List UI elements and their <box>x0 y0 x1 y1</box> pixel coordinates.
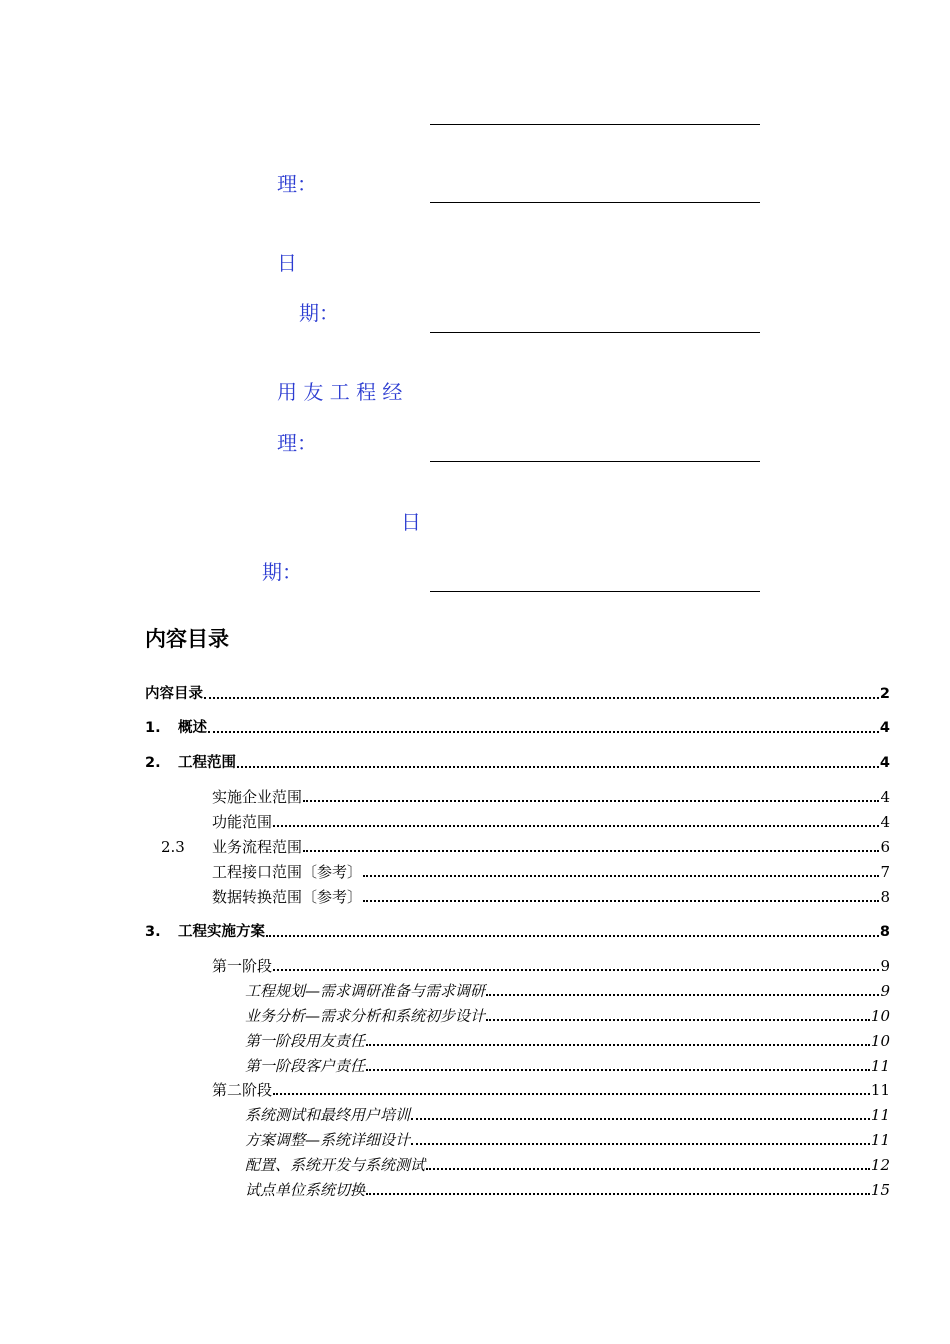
toc-leader-dots <box>303 800 879 802</box>
toc-entry-page: 9 <box>880 982 890 1000</box>
toc-entry-number <box>145 812 212 832</box>
toc-leader-dots <box>363 875 879 877</box>
toc-entry-page: 4 <box>880 788 890 806</box>
label-qi-1: 期： <box>299 301 339 325</box>
toc-entry-number: 2.3 <box>161 838 185 856</box>
signature-line-3 <box>430 332 760 333</box>
signature-line-1 <box>430 124 760 125</box>
toc-entry-label: 数据转换范围〔参考〕 <box>212 888 363 906</box>
toc-leader-dots <box>411 1143 870 1145</box>
toc-entry-page: 2 <box>879 686 890 702</box>
toc-leader-dots <box>366 1069 870 1071</box>
toc-entry[interactable] <box>145 1078 890 1100</box>
toc-leader-dots <box>237 766 879 768</box>
toc-entry[interactable] <box>145 920 890 942</box>
toc-entry[interactable] <box>145 1054 890 1076</box>
toc-entry-page: 15 <box>870 1181 890 1199</box>
toc-entry[interactable] <box>145 860 890 882</box>
toc-entry[interactable] <box>145 682 890 704</box>
toc-entry-number <box>145 887 212 907</box>
toc-entry-label: 系统测试和最终用户培训 <box>245 1106 411 1124</box>
toc-entry[interactable] <box>145 1004 890 1026</box>
toc-entry[interactable] <box>145 716 890 738</box>
toc-entry-number <box>145 862 212 882</box>
toc-entry-page: 11 <box>870 1131 890 1149</box>
toc-entry[interactable] <box>145 785 890 807</box>
toc-entry-number <box>145 1080 212 1100</box>
toc-entry-page: 11 <box>870 1081 890 1099</box>
toc-entry-label: 第一阶段用友责任 <box>245 1032 366 1050</box>
label-yongyou-manager: 用 友 工 程 经 <box>277 380 403 404</box>
signature-line-4 <box>430 461 760 462</box>
signature-line-5 <box>430 591 760 592</box>
toc-entry-page: 10 <box>870 1032 890 1050</box>
toc-entry-label: 第一阶段 <box>212 957 273 975</box>
toc-entry-label: 工程实施方案 <box>178 924 265 940</box>
toc-leader-dots <box>363 900 879 902</box>
toc-leader-dots <box>366 1193 870 1195</box>
toc-entry-label: 业务流程范围 <box>212 838 303 856</box>
toc-entry-label: 第二阶段 <box>212 1081 273 1099</box>
toc-entry-number: 3. <box>145 924 161 940</box>
toc-entry-label: 第一阶段客户责任 <box>245 1057 366 1075</box>
label-li-1: 理： <box>277 172 317 196</box>
toc-entry-number <box>145 956 212 976</box>
toc-leader-dots <box>273 1093 870 1095</box>
toc-entry-page: 4 <box>880 813 890 831</box>
label-qi-2: 期： <box>262 560 302 584</box>
toc-entry-label: 工程规划—需求调研准备与需求调研 <box>245 982 486 1000</box>
toc-entry-page: 4 <box>879 755 890 771</box>
toc-entry[interactable] <box>145 810 890 832</box>
toc-entry-label: 概述 <box>178 720 207 736</box>
label-ri-2: 日 <box>401 510 421 534</box>
toc-entry-label: 功能范围 <box>212 813 273 831</box>
toc-leader-dots <box>426 1168 870 1170</box>
toc-entry-page: 11 <box>870 1057 890 1075</box>
toc-leader-dots <box>411 1118 870 1120</box>
toc-entry-number <box>145 787 212 807</box>
toc-entry-page: 4 <box>879 720 890 736</box>
toc-leader-dots <box>303 850 879 852</box>
toc-leader-dots <box>273 825 879 827</box>
toc-leader-dots <box>366 1044 870 1046</box>
toc-entry[interactable] <box>145 885 890 907</box>
toc-leader-dots <box>208 731 879 733</box>
toc-entry-page: 8 <box>879 924 890 940</box>
label-ri-1: 日 <box>277 251 297 275</box>
toc-leader-dots <box>266 935 879 937</box>
toc-entry-label: 方案调整—系统详细设计 <box>245 1131 411 1149</box>
toc-entry-page: 11 <box>870 1106 890 1124</box>
toc-entry[interactable] <box>145 835 890 857</box>
toc-entry-label: 试点单位系统切换 <box>245 1181 366 1199</box>
toc-entry-label: 业务分析—需求分析和系统初步设计 <box>245 1007 486 1025</box>
toc-entry[interactable] <box>145 954 890 976</box>
toc-entry[interactable] <box>145 751 890 773</box>
toc-entry-page: 10 <box>870 1007 890 1025</box>
toc-entry[interactable] <box>145 1103 890 1125</box>
toc-leader-dots <box>204 697 879 699</box>
signature-line-2 <box>430 202 760 203</box>
toc-entry-page: 12 <box>870 1156 890 1174</box>
toc-title: 内容目录 <box>145 627 229 651</box>
toc-entry-label: 工程范围 <box>178 755 236 771</box>
toc-entry-page: 8 <box>880 888 890 906</box>
label-li-2: 理： <box>277 431 317 455</box>
toc-entry-label: 内容目录 <box>145 686 203 702</box>
toc-entry[interactable] <box>145 1178 890 1200</box>
toc-leader-dots <box>273 969 879 971</box>
toc-entry-page: 7 <box>880 863 890 881</box>
toc-leader-dots <box>486 994 879 996</box>
toc-entry[interactable] <box>145 1029 890 1051</box>
toc-entry-label: 工程接口范围〔参考〕 <box>212 863 363 881</box>
toc-entry[interactable] <box>145 1128 890 1150</box>
toc-entry[interactable] <box>145 1153 890 1175</box>
toc-leader-dots <box>486 1019 870 1021</box>
toc-entry-number: 2. <box>145 755 161 771</box>
toc-entry[interactable] <box>145 979 890 1001</box>
toc-entry-label: 实施企业范围 <box>212 788 303 806</box>
toc-entry-page: 6 <box>880 838 890 856</box>
toc-entry-number: 1. <box>145 720 161 736</box>
toc-entry-label: 配置、系统开发与系统测试 <box>245 1156 426 1174</box>
toc-entry-page: 9 <box>880 957 890 975</box>
